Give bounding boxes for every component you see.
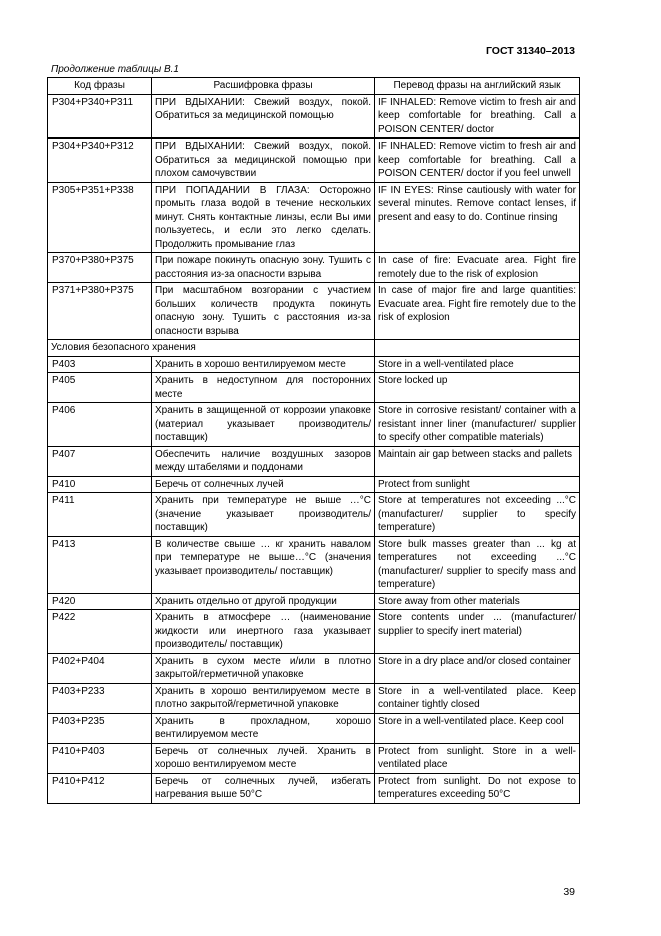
phrase-ru: Обеспечить наличие воздушных зазоров между штабелями и поддонами xyxy=(152,446,375,476)
phrase-en: Maintain air gap between stacks and pallets xyxy=(375,446,580,476)
section-row xyxy=(48,340,580,357)
phrase-en: Store bulk masses greater than ... kg at temperatures not exceeding ...°C (manufacturer/ supplier to specify mass and temperature) xyxy=(375,536,580,593)
phrase-ru: Хранить в недоступном для посторонних месте xyxy=(152,373,375,403)
phrase-code: P410 xyxy=(48,476,152,493)
phrase-code: P371+P380+P375 xyxy=(48,283,152,340)
table-row xyxy=(48,493,580,537)
phrase-code: P410+P403 xyxy=(48,743,152,773)
table-row xyxy=(48,593,580,610)
table-row xyxy=(48,138,580,182)
table-row xyxy=(48,743,580,773)
phrase-en: In case of fire: Evacuate area. Fight fire remotely due to the risk of explosion xyxy=(375,253,580,283)
phrase-code: P304+P340+P311 xyxy=(48,94,152,138)
table-row xyxy=(48,536,580,593)
phrase-en: Store in a well-ventilated place. Keep container tightly closed xyxy=(375,683,580,713)
phrase-en: Store at temperatures not exceeding ...°C (manufacturer/ supplier to specify temperature) xyxy=(375,493,580,537)
phrase-code: P413 xyxy=(48,536,152,593)
phrase-ru: Хранить в хорошо вентилируемом месте xyxy=(152,356,375,373)
phrase-en: Protect from sunlight xyxy=(375,476,580,493)
phrase-code: P405 xyxy=(48,373,152,403)
table-header-row xyxy=(48,78,580,95)
phrase-en: Protect from sunlight. Do not expose to temperatures exceeding 50°C xyxy=(375,773,580,803)
phrase-ru: Хранить в сухом месте и/или в плотно закрытой/герметичной упаковке xyxy=(152,653,375,683)
table-row xyxy=(48,283,580,340)
column-header-code: Код фразы xyxy=(48,78,152,95)
phrase-code: P411 xyxy=(48,493,152,537)
phrase-ru: Беречь от солнечных лучей xyxy=(152,476,375,493)
phrase-en: Store contents under ... (manufacturer/ supplier to specify inert material) xyxy=(375,610,580,654)
table-row xyxy=(48,373,580,403)
phrase-en: Store in corrosive resistant/ container with a resistant inner liner (manufacturer/ supplier to specify other compatible materials) xyxy=(375,403,580,447)
phrase-en: Store in a well-ventilated place. Keep cool xyxy=(375,713,580,743)
phrase-code: P370+P380+P375 xyxy=(48,253,152,283)
section-empty-cell xyxy=(375,340,580,357)
phrase-ru: ПРИ ВДЫХАНИИ: Свежий воздух, покой. Обратиться за медицинской помощью xyxy=(152,94,375,138)
table-row xyxy=(48,476,580,493)
phrase-code: P410+P412 xyxy=(48,773,152,803)
phrase-ru: Хранить в защищенной от коррозии упаковке (материал указывает производитель/ поставщик) xyxy=(152,403,375,447)
table-row xyxy=(48,403,580,447)
phrase-code: P420 xyxy=(48,593,152,610)
phrase-code: P407 xyxy=(48,446,152,476)
column-header-translation: Перевод фразы на английский язык xyxy=(375,78,580,95)
phrase-ru: Хранить в хорошо вентилируемом месте в плотно закрытой/герметичной упаковке xyxy=(152,683,375,713)
table-row xyxy=(48,653,580,683)
phrase-code: P403+P235 xyxy=(48,713,152,743)
phrase-ru: Хранить при температуре не выше …°С (значение указывает производитель/ поставщик) xyxy=(152,493,375,537)
table-row xyxy=(48,773,580,803)
table-row xyxy=(48,253,580,283)
document-code: ГОСТ 31340–2013 xyxy=(485,45,575,57)
phrase-en: Protect from sunlight. Store in a well-ventilated place xyxy=(375,743,580,773)
phrase-en: Store in a dry place and/or closed container xyxy=(375,653,580,683)
phrase-ru: Беречь от солнечных лучей, избегать нагревания выше 50°С xyxy=(152,773,375,803)
phrase-en: IF IN EYES: Rinse cautiously with water for several minutes. Remove contact lenses, if present and easy to do. Continue rinsing xyxy=(375,182,580,253)
phrase-ru: Хранить в атмосфере … (наименование жидкости или инертного газа указывает производитель/ поставщик) xyxy=(152,610,375,654)
section-title: Условия безопасного хранения xyxy=(48,340,375,357)
phrase-ru: В количестве свыше … кг хранить навалом при температуре не выше…°С (значения указывает производитель/ поставщик) xyxy=(152,536,375,593)
table-row xyxy=(48,713,580,743)
phrase-code: P403 xyxy=(48,356,152,373)
phrase-ru: ПРИ ВДЫХАНИИ: Свежий воздух, покой. Обратиться за медицинской помощью при плохом самочувствии xyxy=(152,138,375,182)
phrase-ru: Беречь от солнечных лучей. Хранить в хорошо вентилируемом месте xyxy=(152,743,375,773)
table-row xyxy=(48,182,580,253)
phrase-code: P402+P404 xyxy=(48,653,152,683)
phrase-en: Store in a well-ventilated place xyxy=(375,356,580,373)
phrase-ru: Хранить в прохладном, хорошо вентилируемом месте xyxy=(152,713,375,743)
phrase-en: IF INHALED: Remove victim to fresh air and keep comfortable for breathing. Call a POISON CENTER/ doctor xyxy=(375,94,580,138)
phrase-en: Store away from other materials xyxy=(375,593,580,610)
phrase-ru: ПРИ ПОПАДАНИИ В ГЛАЗА: Осторожно промыть глаза водой в течение нескольких минут. Снять контактные линзы, если Вы ими пользуетесь, и если это легко сделать. Продолжить промывание глаз xyxy=(152,182,375,253)
phrase-en: IF INHALED: Remove victim to fresh air and keep comfortable for breathing. Call a POISON CENTER/ doctor if you feel unwell xyxy=(375,138,580,182)
table-row xyxy=(48,94,580,138)
phrase-ru: Хранить отдельно от другой продукции xyxy=(152,593,375,610)
phrase-code: P422 xyxy=(48,610,152,654)
phrase-code: P406 xyxy=(48,403,152,447)
phrase-code: P403+P233 xyxy=(48,683,152,713)
page-number: 39 xyxy=(563,886,575,898)
phrase-ru: При пожаре покинуть опасную зону. Тушить с расстояния из-за опасности взрыва xyxy=(152,253,375,283)
table-row xyxy=(48,356,580,373)
table-row xyxy=(48,446,580,476)
column-header-phrase: Расшифровка фразы xyxy=(152,78,375,95)
phrase-ru: При масштабном возгорании с участием больших количеств продукта покинуть опасную зону. Тушить с расстояния из-за опасности взрыва xyxy=(152,283,375,340)
table-continuation-caption: Продолжение таблицы В.1 xyxy=(51,64,179,75)
table-row xyxy=(48,610,580,654)
phrase-en: In case of major fire and large quantities: Evacuate area. Fight fire remotely due to the risk of explosion xyxy=(375,283,580,340)
phrase-code: P304+P340+P312 xyxy=(48,138,152,182)
phrase-code: P305+P351+P338 xyxy=(48,182,152,253)
phrase-table xyxy=(47,77,580,804)
phrase-en: Store locked up xyxy=(375,373,580,403)
table-row xyxy=(48,683,580,713)
